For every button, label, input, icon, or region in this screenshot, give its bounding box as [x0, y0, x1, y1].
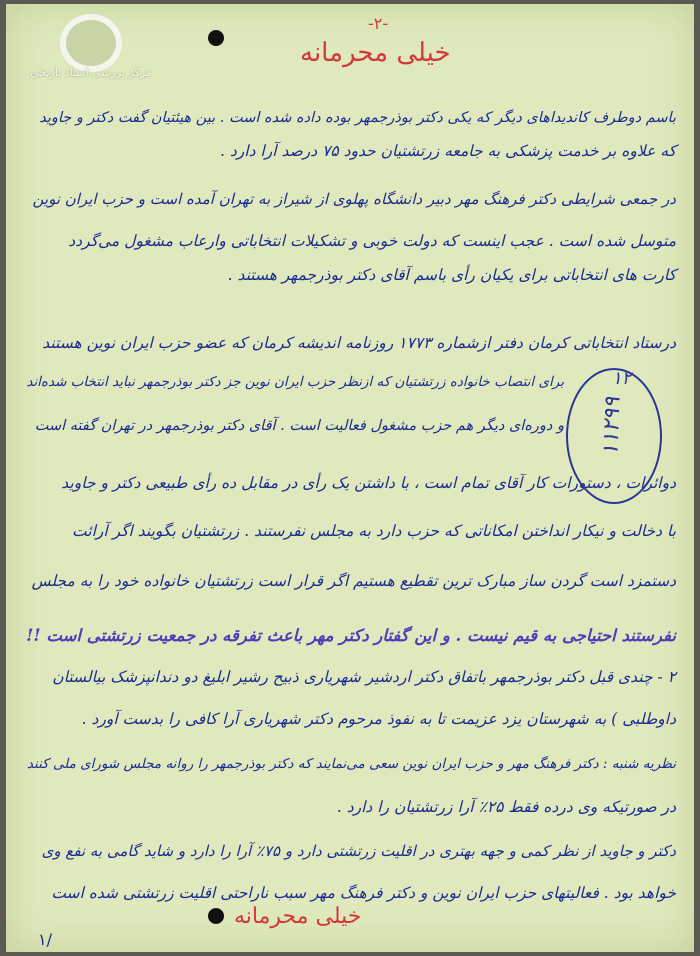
text-line: در صورتیکه وی درده فقط ۲۵٪ آرا زرتشتیان را دارد . [336, 798, 676, 816]
page-mark: ۱/ [38, 930, 52, 949]
text-line: داوطلبی ) به شهرستان یزد عزیمت تا به نفوذ مرحوم دکتر شهریاری آرا کافی را بدست آورد . [81, 710, 676, 728]
text-line: برای انتصاب خانواده زرتشتیان که ازنظر حزب ایران نوین جز دکتر بوذرجمهر نباید انتخاب شده‌اند [26, 374, 564, 390]
text-line: ۲ - چندی قبل دکتر بوذرجمهر باتفاق دکتر اردشیر شهریاری ذبیح رشیر ابلیغ دو دندانپزشک بیالستان [52, 668, 676, 686]
archive-logo-icon [60, 14, 122, 72]
classification-stamp-top: خیلی محرمانه [300, 38, 451, 68]
archive-number: ۱۱۲۹۹ [598, 396, 626, 457]
page-number: -۲- [368, 14, 389, 33]
archive-logo [16, 14, 166, 84]
text-line: که علاوه بر خدمت پزشکی به جامعه زرتشتیان حدود ۷۵ درصد آرا دارد . [220, 142, 676, 160]
document-page [6, 4, 694, 952]
archive-logo-text: مرکز بررسی اسناد تاریخی [30, 66, 152, 79]
text-line: باسم دوطرف کاندیداهای دیگر که یکی دکتر بوذرجمهر بوده داده شده است . بین هیئتیان گفت دکتر و جاوید [39, 110, 676, 126]
text-line: در جمعی شرایطی دکتر فرهنگ مهر دبیر دانشگاه پهلوی از شیراز به تهران آمده است و حزب ایران نوین [32, 190, 676, 208]
text-line: خواهد بود . فعالیتهای حزب ایران نوین و دکتر فرهنگ مهر سبب ناراحتی اقلیت زرتشتی شده است [51, 884, 676, 902]
punch-hole [208, 908, 224, 924]
punch-hole [208, 30, 224, 46]
text-line: و دوره‌ای دیگر هم حزب مشغول فعالیت است . آقای دکتر بوذرجمهر در تهران گفته است [34, 418, 564, 434]
text-line: دوائرات ، دستورات کار آقای تمام است ، با داشتن یک رأی در مقابل ده رأی طبیعی دکتر و جاوید [61, 474, 676, 492]
text-line: دکتر و جاوید از نظر کمی و جهه بهتری در اقلیت زرتشتی دارد و ۷۵٪ آرا را دارد و شاید گامی به نفع وی [41, 842, 676, 860]
text-line: دستمزد است گردن ساز مبارک ترین تقطیع هستیم اگر قرار است زرتشتیان خانواده خود را به مجلس [31, 572, 676, 590]
text-line: نظریه شنبه : دکتر فرهنگ مهر و حزب ایران نوین سعی می‌نمایند که دکتر بوذرجمهر را روانه مجلس شورای ملی کنند [26, 756, 676, 772]
text-line: با دخالت و نیکار انداختن امکاناتی که حزب دارد به مجلس نفرستند . زرتشتیان بگویند اگر آرائت [72, 522, 676, 540]
text-line: متوسل شده است . عجب اینست که دولت خوبی و تشکیلات انتخاباتی وارعاب مشغول می‌گردد [68, 232, 676, 250]
text-line: درستاد انتخاباتی کرمان دفتر ازشماره ۱۷۷۳ روزنامه اندیشه کرمان که عضو حزب ایران نوین هستند [42, 334, 676, 352]
text-line: نفرستند احتیاجی به قیم نیست . و این گفتار دکتر مهر باعث تفرقه در جمعیت زرتشتی است !! [26, 626, 676, 645]
text-line: کارت های انتخاباتی برای یکیان رأی باسم آقای دکتر بوذرجمهر هستند . [227, 266, 676, 284]
classification-stamp-bottom: خیلی محرمانه [234, 904, 362, 929]
archive-sub-number: ۱۲ [612, 368, 632, 389]
